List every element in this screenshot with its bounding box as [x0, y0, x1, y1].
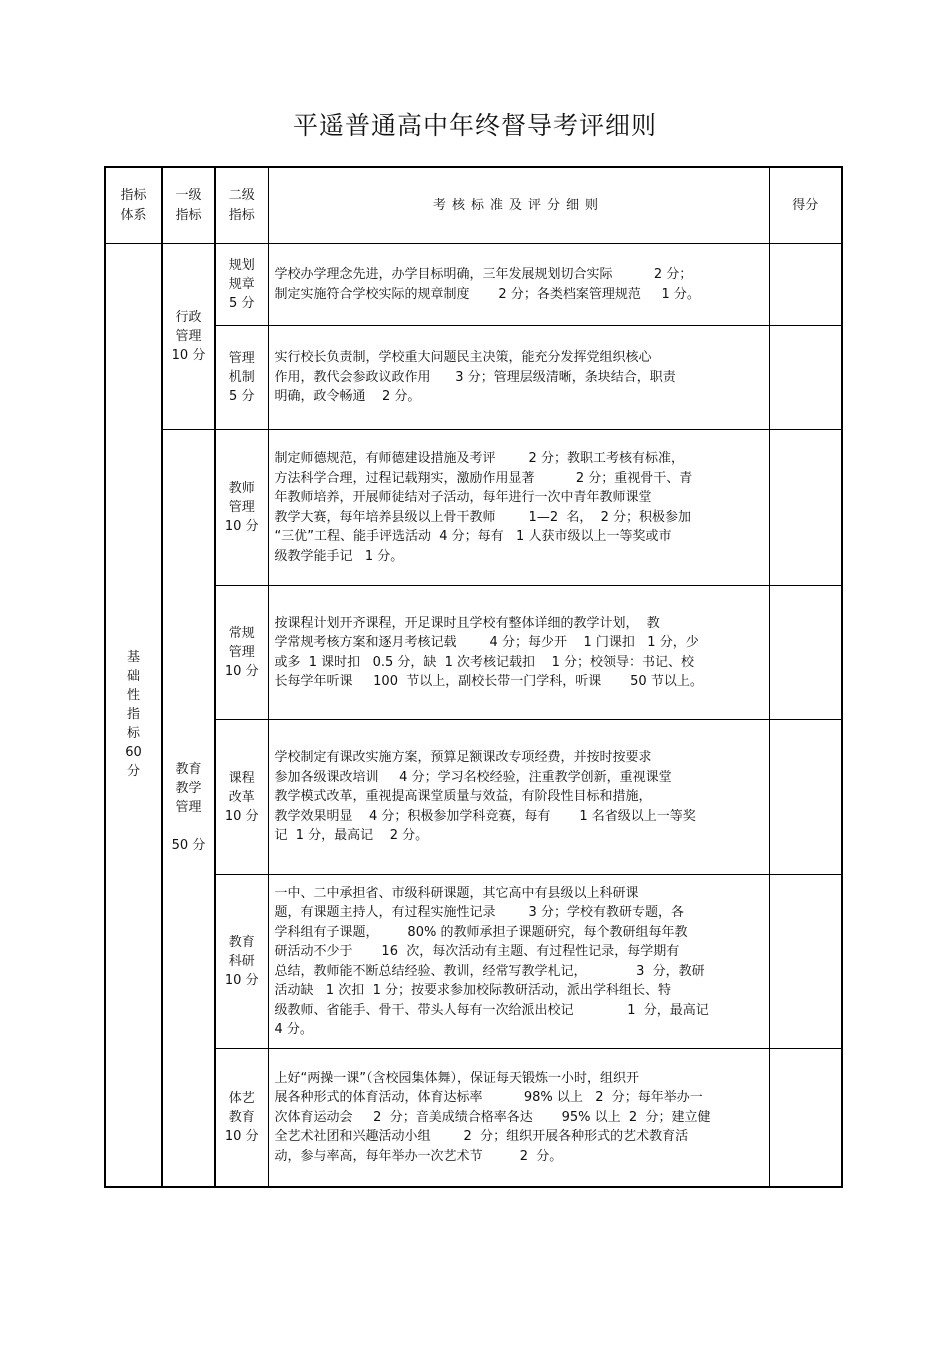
header-criteria: 考核标准及评分细则 — [268, 167, 769, 244]
criteria-text: 一中、二中承担省、市级科研课题，其它高中有县级以上科研课 题，有课题主持人，有过程实施性记录 3 分；学校有教研专题，各 学科组有子课题， 80% 的教师承担子课题研究，每个教研组每年教 研活动不少于 16 次，每次活动有主题、有过程性记录，每学期有 总结，教师能不断总结经验、教训，经常写教学札记， 3 分，教研 活动缺 1 次扣 1 分；按要求参加校际教研活动，派出学科组长、特 级教师、省能手、骨干、带头人每有一次给派出校记 1 分，最高记 4 分。 — [268, 875, 769, 1049]
criteria-text: 实行校长负责制，学校重大问题民主决策，能充分发挥党组织核心 作用，教代会参政议政作用 3 分；管理层级清晰，条块结合，职责 明确，政令畅通 2 分。 — [268, 326, 769, 430]
score-cell[interactable] — [769, 586, 842, 720]
criteria-text: 学校制定有课改实施方案，预算足额课改专项经费，并按时按要求 参加各级课改培训 4 分；学习名校经验，注重教学创新，重视课堂 教学模式改革，重视提高课堂质量与效益，有阶段性目标和措施， 教学效果明显 4 分；积极参加学科竞赛，每有 1 名省级以上一等奖 记 1 分，最高记 2 分。 — [268, 720, 769, 875]
header-indicator-system: 指标 体系 — [105, 167, 162, 244]
criteria-text: 上好“两操一课”（含校园集体舞），保证每天锻炼一小时，组织开 展各种形式的体育活动，体育达标率 98% 以上 2 分；每年举办一 次体育运动会 2 分；音美成绩合格率各达 95% 以上 2 分；建立健 全艺术社团和兴趣活动小组 2 分；组织开展各种形式的艺术教育活 动，参与率高，每年举办一次艺术节 2 分。 — [268, 1049, 769, 1187]
level2-label: 课程 改革 10 分 — [215, 720, 268, 875]
level1-teaching-cell: 教育 教学 管理 50 分 — [162, 430, 215, 1187]
table-row — [105, 720, 842, 875]
header-level2-indicator: 二级 指标 — [215, 167, 268, 244]
table-row — [105, 244, 842, 326]
score-cell[interactable] — [769, 430, 842, 586]
score-cell[interactable] — [769, 1049, 842, 1187]
criteria-text: 学校办学理念先进，办学目标明确，三年发展规划切合实际 2 分； 制定实施符合学校实际的规章制度 2 分；各类档案管理规范 1 分。 — [268, 244, 769, 326]
header-score: 得分 — [769, 167, 842, 244]
level2-label: 体艺 教育 10 分 — [215, 1049, 268, 1187]
table-header-row — [105, 167, 842, 244]
table-row — [105, 1049, 842, 1187]
criteria-text: 按课程计划开齐课程，开足课时且学校有整体详细的教学计划， 教 学常规考核方案和逐月考核记载 4 分；每少开 1 门课扣 1 分，少 或多 1 课时扣 0.5 分，缺 1 次考核记载扣 1 分；校领导：书记、校 长每学年听课 100 节以上，副校长带一门学科，听课 50 节以上。 — [268, 586, 769, 720]
indicator-system-cell: 基 础 性 指 标 60 分 — [105, 244, 162, 1187]
level2-label: 常规 管理 10 分 — [215, 586, 268, 720]
level1-admin-cell: 行政 管理 10 分 — [162, 244, 215, 430]
level2-label: 教育 科研 10 分 — [215, 875, 268, 1049]
score-cell[interactable] — [769, 720, 842, 875]
page-title: 平遥普通高中年终督导考评细则 — [292, 111, 657, 140]
score-cell[interactable] — [769, 244, 842, 326]
header-level1-indicator: 一级 指标 — [162, 167, 215, 244]
table-row — [105, 875, 842, 1049]
level2-label: 管理 机制 5 分 — [215, 326, 268, 430]
level2-label: 教师 管理 10 分 — [215, 430, 268, 586]
criteria-text: 制定师德规范，有师德建设措施及考评 2 分；教职工考核有标准， 方法科学合理，过程记载翔实，激励作用显著 2 分；重视骨干、青 年教师培养，开展师徒结对子活动，每年进行一次中青年教师课堂 教学大赛，每年培养县级以上骨干教师 1—2 名， 2 分；积极参加 “三优”工程、能手评选活动 4 分；每有 1 人获市级以上一等奖或市 级教学能手记 1 分。 — [268, 430, 769, 586]
score-cell[interactable] — [769, 875, 842, 1049]
level2-label: 规划 规章 5 分 — [215, 244, 268, 326]
score-cell[interactable] — [769, 326, 842, 430]
evaluation-table — [104, 166, 843, 1188]
table-row — [105, 326, 842, 430]
table-row — [105, 586, 842, 720]
table-row — [105, 430, 842, 586]
